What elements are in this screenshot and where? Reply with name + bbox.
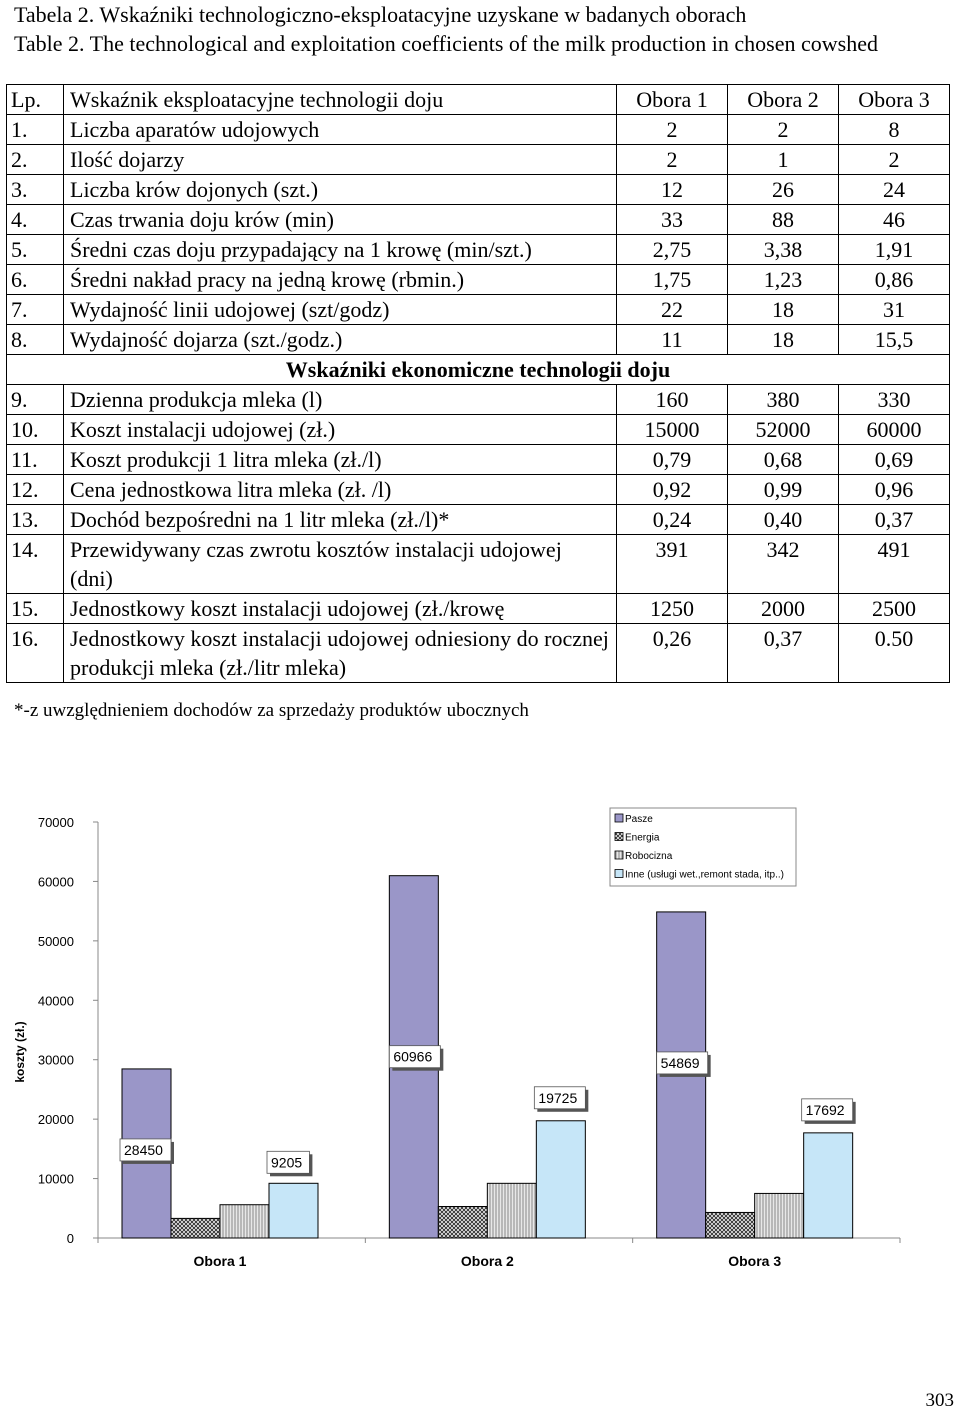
- row-value: 3,38: [728, 235, 839, 265]
- row-value: 15000: [617, 415, 728, 445]
- row-number: 4.: [7, 205, 64, 235]
- x-tick-label: Obora 1: [193, 1253, 247, 1269]
- legend-swatch: [615, 870, 623, 878]
- row-indicator: Dochód bezpośredni na 1 litr mleka (zł./l)*: [64, 505, 617, 535]
- bar-energia: [706, 1212, 755, 1238]
- table-row: [7, 594, 950, 624]
- row-value: 24: [839, 175, 950, 205]
- row-value: 2,75: [617, 235, 728, 265]
- caption-polish: Tabela 2. Wskaźniki technologiczno-eksploatacyjne uzyskane w badanych oborach: [14, 2, 747, 27]
- row-number: 11.: [7, 445, 64, 475]
- row-number: 7.: [7, 295, 64, 325]
- caption-english: Table 2. The technological and exploitation coefficients of the milk production in chosen cowshed: [14, 31, 878, 56]
- table-row: [7, 145, 950, 175]
- row-value: 2500: [839, 594, 950, 624]
- table-row: [7, 475, 950, 505]
- row-value: 2: [617, 145, 728, 175]
- table-row: [7, 325, 950, 355]
- row-value: 491: [839, 535, 950, 594]
- row-number: 14.: [7, 535, 64, 594]
- row-value: 342: [728, 535, 839, 594]
- row-value: 1: [728, 145, 839, 175]
- table-row: [7, 175, 950, 205]
- y-tick-label: 10000: [37, 1171, 74, 1187]
- row-number: 13.: [7, 505, 64, 535]
- row-value: 33: [617, 205, 728, 235]
- row-indicator: Wydajność dojarza (szt./godz.): [64, 325, 617, 355]
- row-number: 8.: [7, 325, 64, 355]
- y-tick-label: 30000: [37, 1052, 74, 1068]
- coefficients-table: [6, 84, 950, 683]
- row-value: 18: [728, 325, 839, 355]
- y-tick-label: 0: [66, 1231, 74, 1246]
- table-row: [7, 505, 950, 535]
- data-label: [389, 1046, 443, 1071]
- bar-robocizna: [220, 1205, 269, 1238]
- legend-label: Robocizna: [625, 851, 673, 862]
- table-row: [7, 385, 950, 415]
- legend-swatch: [615, 833, 623, 841]
- table-row: [7, 205, 950, 235]
- y-axis-label: koszty (zł.): [13, 1021, 27, 1083]
- row-value: 0,68: [728, 445, 839, 475]
- row-value: 0,86: [839, 265, 950, 295]
- row-indicator: Jednostkowy koszt instalacji udojowej odniesiony do rocznej produkcji mleka (zł./litr mleka): [64, 624, 617, 683]
- row-number: 1.: [7, 115, 64, 145]
- footnote: *-z uwzględnieniem dochodów za sprzedaży produktów ubocznych: [14, 700, 529, 721]
- row-number: 5.: [7, 235, 64, 265]
- row-indicator: Czas trwania doju krów (min): [64, 205, 617, 235]
- y-tick-label: 60000: [37, 874, 74, 890]
- row-indicator: Wydajność linii udojowej (szt/godz): [64, 295, 617, 325]
- row-value: 46: [839, 205, 950, 235]
- row-value: 0,40: [728, 505, 839, 535]
- row-indicator: Przewidywany czas zwrotu kosztów instalacji udojowej (dni): [64, 535, 617, 594]
- legend-swatch: [615, 814, 623, 822]
- y-tick-label: 70000: [37, 815, 74, 830]
- row-value: 380: [728, 385, 839, 415]
- data-label: [120, 1139, 174, 1164]
- y-tick-label: 50000: [37, 933, 74, 949]
- row-number: 2.: [7, 145, 64, 175]
- table-row: [7, 445, 950, 475]
- row-indicator: Dzienna produkcja mleka (l): [64, 385, 617, 415]
- data-label-text: 28450: [124, 1141, 163, 1158]
- data-label-text: 54869: [660, 1054, 700, 1071]
- row-value: 0,99: [728, 475, 839, 505]
- bar-energia: [438, 1207, 487, 1238]
- y-tick-label: 40000: [37, 993, 74, 1009]
- bar-inne: [536, 1121, 585, 1238]
- row-value: 31: [839, 295, 950, 325]
- row-value: 0,79: [617, 445, 728, 475]
- row-value: 2: [617, 115, 728, 145]
- row-number: 12.: [7, 475, 64, 505]
- row-value: 160: [617, 385, 728, 415]
- table-caption: [14, 0, 944, 58]
- data-label-text: 19725: [538, 1089, 578, 1106]
- row-number: 10.: [7, 415, 64, 445]
- table-row: [7, 295, 950, 325]
- table-row: [7, 265, 950, 295]
- row-value: 1,91: [839, 235, 950, 265]
- row-indicator: Cena jednostkowa litra mleka (zł. /l): [64, 475, 617, 505]
- table-header-row: [7, 85, 950, 115]
- data-label: [802, 1099, 856, 1124]
- row-value: 8: [839, 115, 950, 145]
- legend: [610, 808, 796, 886]
- row-value: 391: [617, 535, 728, 594]
- legend-swatch: [615, 851, 623, 859]
- row-indicator: Liczba krów dojonych (szt.): [64, 175, 617, 205]
- row-value: 26: [728, 175, 839, 205]
- row-value: 0,92: [617, 475, 728, 505]
- row-indicator: Liczba aparatów udojowych: [64, 115, 617, 145]
- row-number: 3.: [7, 175, 64, 205]
- bar-inne: [269, 1183, 318, 1238]
- row-indicator: Koszt produkcji 1 litra mleka (zł./l): [64, 445, 617, 475]
- row-value: 1250: [617, 594, 728, 624]
- row-value: 15,5: [839, 325, 950, 355]
- row-value: 12: [617, 175, 728, 205]
- row-value: 2: [728, 115, 839, 145]
- bar-robocizna: [755, 1193, 804, 1238]
- row-indicator: Koszt instalacji udojowej (zł.): [64, 415, 617, 445]
- column-header: Lp.: [7, 85, 64, 115]
- row-number: 9.: [7, 385, 64, 415]
- row-indicator: Jednostkowy koszt instalacji udojowej (zł./krowę: [64, 594, 617, 624]
- row-value: 2: [839, 145, 950, 175]
- table-row: [7, 535, 950, 594]
- row-value: 52000: [728, 415, 839, 445]
- legend-label: Pasze: [625, 814, 653, 825]
- column-header: Obora 2: [728, 85, 839, 115]
- row-value: 2000: [728, 594, 839, 624]
- row-indicator: Średni czas doju przypadający na 1 krowę (min/szt.): [64, 235, 617, 265]
- row-value: 0,96: [839, 475, 950, 505]
- x-tick-label: Obora 2: [460, 1253, 514, 1269]
- row-number: 6.: [7, 265, 64, 295]
- row-number: 16.: [7, 624, 64, 683]
- row-value: 11: [617, 325, 728, 355]
- row-value: 0,26: [617, 624, 728, 683]
- data-label-text: 9205: [271, 1154, 303, 1171]
- row-indicator: Ilość dojarzy: [64, 145, 617, 175]
- row-number: 15.: [7, 594, 64, 624]
- row-value: 1,23: [728, 265, 839, 295]
- row-value: 88: [728, 205, 839, 235]
- cost-bar-chart: [0, 790, 960, 1290]
- row-indicator: Średni nakład pracy na jedną krowę (rbmin.): [64, 265, 617, 295]
- table-row: [7, 415, 950, 445]
- x-tick-label: Obora 3: [728, 1253, 782, 1269]
- row-value: 0,37: [839, 505, 950, 535]
- row-value: 0,37: [728, 624, 839, 683]
- legend-label: Energia: [625, 832, 660, 844]
- data-label: [534, 1087, 588, 1112]
- column-header: Wskaźnik eksploatacyjne technologii doju: [64, 85, 617, 115]
- y-tick-label: 20000: [37, 1112, 74, 1128]
- bar-inne: [804, 1133, 853, 1238]
- row-value: 0,24: [617, 505, 728, 535]
- bar-robocizna: [487, 1183, 536, 1238]
- data-label: [657, 1052, 711, 1077]
- data-label-text: 60966: [393, 1048, 433, 1065]
- data-label: [267, 1151, 312, 1176]
- row-value: 330: [839, 385, 950, 415]
- legend-label: Inne (usługi wet.,remont stada, itp..): [625, 869, 784, 881]
- row-value: 22: [617, 295, 728, 325]
- row-value: 18: [728, 295, 839, 325]
- row-value: 0.50: [839, 624, 950, 683]
- bar-energia: [171, 1218, 220, 1238]
- row-value: 1,75: [617, 265, 728, 295]
- table-row: [7, 235, 950, 265]
- page-number: 303: [925, 1390, 954, 1411]
- data-label-text: 17692: [805, 1101, 845, 1118]
- table-row: [7, 115, 950, 145]
- column-header: Obora 1: [617, 85, 728, 115]
- column-header: Obora 3: [839, 85, 950, 115]
- section-row: [7, 355, 950, 385]
- row-value: 60000: [839, 415, 950, 445]
- section-title: Wskaźniki ekonomiczne technologii doju: [7, 355, 950, 385]
- row-value: 0,69: [839, 445, 950, 475]
- table-row: [7, 624, 950, 683]
